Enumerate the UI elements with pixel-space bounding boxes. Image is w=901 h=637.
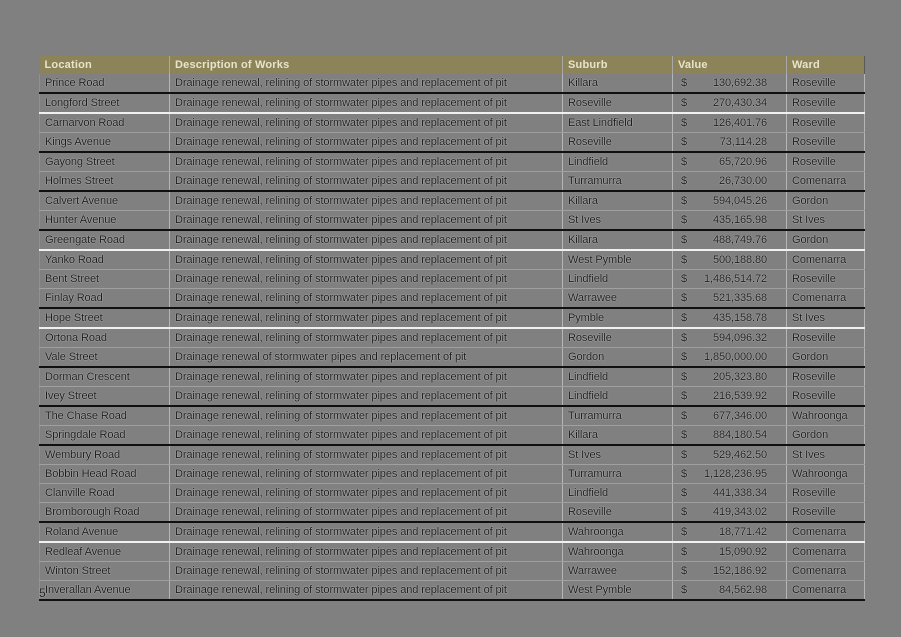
currency-symbol: $	[681, 292, 688, 304]
cell-ward: Comenarra	[787, 581, 865, 601]
cell-location: Holmes Street	[40, 172, 170, 192]
value-amount: 435,158.78	[712, 312, 767, 324]
cell-suburb: St Ives	[563, 445, 673, 465]
cell-description: Drainage renewal, relining of stormwater pipes and replacement of pit	[170, 581, 563, 601]
table-row	[40, 465, 865, 484]
cell-ward: Roseville	[787, 484, 865, 503]
cell-ward: Gordon	[787, 191, 865, 211]
currency-symbol: $	[681, 312, 688, 324]
cell-description: Drainage renewal, relining of stormwater pipes and replacement of pit	[170, 426, 563, 446]
cell-location: Hope Street	[40, 308, 170, 328]
cell-suburb: Lindfield	[563, 484, 673, 503]
table-row	[40, 74, 865, 93]
cell-ward: St Ives	[787, 211, 865, 231]
cell-description: Drainage renewal, relining of stormwater pipes and replacement of pit	[170, 133, 563, 153]
cell-description: Drainage renewal, relining of stormwater pipes and replacement of pit	[170, 503, 563, 523]
table-header	[40, 56, 865, 74]
currency-symbol: $	[681, 565, 688, 577]
cell-value	[673, 211, 787, 231]
cell-suburb: Lindfield	[563, 367, 673, 387]
cell-value	[673, 191, 787, 211]
cell-location: Kings Avenue	[40, 133, 170, 153]
value-amount: 216,539.92	[712, 390, 767, 402]
cell-location: Carnarvon Road	[40, 113, 170, 133]
cell-location: Dorman Crescent	[40, 367, 170, 387]
cell-description: Drainage renewal, relining of stormwater pipes and replacement of pit	[170, 445, 563, 465]
cell-location: Redleaf Avenue	[40, 542, 170, 562]
cell-description: Drainage renewal, relining of stormwater pipes and replacement of pit	[170, 113, 563, 133]
works-table-container	[39, 56, 864, 601]
cell-suburb: Roseville	[563, 93, 673, 113]
cell-suburb: East Lindfield	[563, 113, 673, 133]
currency-symbol: $	[681, 584, 688, 596]
cell-suburb: Pymble	[563, 308, 673, 328]
cell-value	[673, 133, 787, 153]
currency-symbol: $	[681, 214, 688, 226]
cell-suburb: Gordon	[563, 348, 673, 368]
table-body	[40, 74, 865, 600]
table-row	[40, 172, 865, 192]
value-amount: 15,090.92	[718, 546, 767, 558]
table-row	[40, 328, 865, 348]
value-amount: 594,045.26	[712, 195, 767, 207]
cell-value	[673, 581, 787, 601]
cell-ward: Roseville	[787, 503, 865, 523]
cell-ward: Roseville	[787, 152, 865, 172]
cell-value	[673, 465, 787, 484]
cell-ward: Gordon	[787, 426, 865, 446]
currency-symbol: $	[681, 468, 688, 480]
cell-suburb: Turramurra	[563, 406, 673, 426]
value-amount: 126,401.76	[712, 117, 767, 129]
cell-location: The Chase Road	[40, 406, 170, 426]
cell-location: Winton Street	[40, 562, 170, 581]
cell-value	[673, 289, 787, 309]
cell-location: Ortona Road	[40, 328, 170, 348]
cell-value	[673, 270, 787, 289]
currency-symbol: $	[681, 429, 688, 441]
value-amount: 594,096.32	[712, 332, 767, 344]
cell-location: Clanville Road	[40, 484, 170, 503]
value-amount: 521,335.68	[712, 292, 767, 304]
table-row	[40, 211, 865, 231]
table-row	[40, 542, 865, 562]
cell-location: Hunter Avenue	[40, 211, 170, 231]
currency-symbol: $	[681, 156, 688, 168]
value-amount: 529,462.50	[712, 449, 767, 461]
value-amount: 441,338.34	[712, 487, 767, 499]
cell-value	[673, 426, 787, 446]
currency-symbol: $	[681, 371, 688, 383]
cell-location: Roland Avenue	[40, 522, 170, 542]
cell-ward: St Ives	[787, 308, 865, 328]
table-row	[40, 522, 865, 542]
header-row	[40, 56, 865, 74]
cell-suburb: Roseville	[563, 503, 673, 523]
cell-value	[673, 348, 787, 368]
table-row	[40, 387, 865, 407]
cell-ward: Comenarra	[787, 250, 865, 270]
cell-description: Drainage renewal, relining of stormwater pipes and replacement of pit	[170, 406, 563, 426]
cell-suburb: Killara	[563, 74, 673, 93]
cell-description: Drainage renewal of stormwater pipes and replacement of pit	[170, 348, 563, 368]
cell-suburb: Killara	[563, 230, 673, 250]
cell-value	[673, 387, 787, 407]
header-description: Description of Works	[170, 56, 563, 74]
cell-description: Drainage renewal, relining of stormwater pipes and replacement of pit	[170, 308, 563, 328]
cell-description: Drainage renewal, relining of stormwater pipes and replacement of pit	[170, 465, 563, 484]
cell-value	[673, 172, 787, 192]
cell-value	[673, 542, 787, 562]
cell-suburb: Killara	[563, 426, 673, 446]
value-amount: 205,323.80	[712, 371, 767, 383]
table-row	[40, 270, 865, 289]
cell-description: Drainage renewal, relining of stormwater pipes and replacement of pit	[170, 152, 563, 172]
value-amount: 500,188.80	[712, 254, 767, 266]
cell-ward: Roseville	[787, 133, 865, 153]
cell-description: Drainage renewal, relining of stormwater pipes and replacement of pit	[170, 484, 563, 503]
cell-value	[673, 93, 787, 113]
cell-description: Drainage renewal, relining of stormwater pipes and replacement of pit	[170, 93, 563, 113]
currency-symbol: $	[681, 254, 688, 266]
currency-symbol: $	[681, 77, 688, 89]
cell-value	[673, 230, 787, 250]
cell-description: Drainage renewal, relining of stormwater pipes and replacement of pit	[170, 250, 563, 270]
cell-description: Drainage renewal, relining of stormwater pipes and replacement of pit	[170, 230, 563, 250]
cell-location: Bent Street	[40, 270, 170, 289]
cell-location: Bromborough Road	[40, 503, 170, 523]
cell-suburb: Warrawee	[563, 562, 673, 581]
value-amount: 884,180.54	[712, 429, 767, 441]
cell-value	[673, 484, 787, 503]
value-amount: 84,562.98	[718, 584, 767, 596]
cell-suburb: West Pymble	[563, 581, 673, 601]
cell-ward: Wahroonga	[787, 465, 865, 484]
cell-ward: St Ives	[787, 445, 865, 465]
table-row	[40, 113, 865, 133]
currency-symbol: $	[681, 97, 688, 109]
currency-symbol: $	[681, 195, 688, 207]
table-row	[40, 250, 865, 270]
cell-description: Drainage renewal, relining of stormwater pipes and replacement of pit	[170, 522, 563, 542]
table-row	[40, 367, 865, 387]
cell-description: Drainage renewal, relining of stormwater pipes and replacement of pit	[170, 191, 563, 211]
cell-description: Drainage renewal, relining of stormwater pipes and replacement of pit	[170, 542, 563, 562]
cell-location: Yanko Road	[40, 250, 170, 270]
cell-ward: Comenarra	[787, 562, 865, 581]
value-amount: 435,165.98	[712, 214, 767, 226]
cell-value	[673, 113, 787, 133]
table-row	[40, 93, 865, 113]
cell-location: Springdale Road	[40, 426, 170, 446]
cell-value	[673, 503, 787, 523]
value-amount: 130,692.38	[712, 77, 767, 89]
cell-location: Prince Road	[40, 74, 170, 93]
cell-description: Drainage renewal, relining of stormwater pipes and replacement of pit	[170, 562, 563, 581]
cell-location: Inverallan Avenue	[40, 581, 170, 601]
table-row	[40, 289, 865, 309]
currency-symbol: $	[681, 332, 688, 344]
cell-location: Greengate Road	[40, 230, 170, 250]
value-amount: 1,850,000.00	[703, 351, 767, 363]
table-row	[40, 348, 865, 368]
page-number: 5	[39, 586, 46, 600]
cell-suburb: Lindfield	[563, 387, 673, 407]
cell-value	[673, 406, 787, 426]
cell-value	[673, 74, 787, 93]
cell-description: Drainage renewal, relining of stormwater pipes and replacement of pit	[170, 328, 563, 348]
cell-suburb: Roseville	[563, 328, 673, 348]
cell-description: Drainage renewal, relining of stormwater pipes and replacement of pit	[170, 289, 563, 309]
cell-ward: Gordon	[787, 348, 865, 368]
table-row	[40, 562, 865, 581]
cell-ward: Roseville	[787, 113, 865, 133]
table-row	[40, 191, 865, 211]
cell-suburb: Killara	[563, 191, 673, 211]
table-row	[40, 133, 865, 153]
cell-value	[673, 328, 787, 348]
cell-suburb: Wahroonga	[563, 522, 673, 542]
cell-ward: Roseville	[787, 74, 865, 93]
currency-symbol: $	[681, 351, 688, 363]
cell-ward: Comenarra	[787, 542, 865, 562]
cell-value	[673, 152, 787, 172]
value-amount: 419,343.02	[712, 506, 767, 518]
value-amount: 270,430.34	[712, 97, 767, 109]
cell-location: Vale Street	[40, 348, 170, 368]
cell-ward: Wahroonga	[787, 406, 865, 426]
cell-location: Bobbin Head Road	[40, 465, 170, 484]
currency-symbol: $	[681, 234, 688, 246]
cell-value	[673, 250, 787, 270]
header-suburb: Suburb	[563, 56, 673, 74]
cell-description: Drainage renewal, relining of stormwater pipes and replacement of pit	[170, 270, 563, 289]
cell-value	[673, 522, 787, 542]
cell-description: Drainage renewal, relining of stormwater pipes and replacement of pit	[170, 387, 563, 407]
header-value: Value	[673, 56, 787, 74]
cell-suburb: Lindfield	[563, 152, 673, 172]
cell-suburb: Warrawee	[563, 289, 673, 309]
works-table	[39, 56, 865, 601]
cell-location: Ivey Street	[40, 387, 170, 407]
cell-suburb: Roseville	[563, 133, 673, 153]
currency-symbol: $	[681, 506, 688, 518]
cell-value	[673, 367, 787, 387]
value-amount: 677,346.00	[712, 410, 767, 422]
cell-description: Drainage renewal, relining of stormwater pipes and replacement of pit	[170, 74, 563, 93]
table-row	[40, 406, 865, 426]
currency-symbol: $	[681, 136, 688, 148]
cell-value	[673, 445, 787, 465]
cell-ward: Roseville	[787, 270, 865, 289]
cell-suburb: Lindfield	[563, 270, 673, 289]
currency-symbol: $	[681, 117, 688, 129]
cell-value	[673, 308, 787, 328]
currency-symbol: $	[681, 546, 688, 558]
value-amount: 1,486,514.72	[703, 273, 767, 285]
cell-ward: Roseville	[787, 93, 865, 113]
cell-suburb: Turramurra	[563, 172, 673, 192]
cell-ward: Roseville	[787, 367, 865, 387]
table-row	[40, 308, 865, 328]
cell-description: Drainage renewal, relining of stormwater pipes and replacement of pit	[170, 211, 563, 231]
cell-suburb: West Pymble	[563, 250, 673, 270]
header-ward: Ward	[787, 56, 865, 74]
table-row	[40, 230, 865, 250]
table-row	[40, 484, 865, 503]
cell-value	[673, 562, 787, 581]
currency-symbol: $	[681, 487, 688, 499]
table-row	[40, 152, 865, 172]
currency-symbol: $	[681, 175, 688, 187]
cell-ward: Roseville	[787, 387, 865, 407]
value-amount: 18,771.42	[718, 526, 767, 538]
table-row	[40, 581, 865, 601]
cell-ward: Gordon	[787, 230, 865, 250]
cell-location: Wembury Road	[40, 445, 170, 465]
value-amount: 488,749.76	[712, 234, 767, 246]
value-amount: 26,730.00	[718, 175, 767, 187]
cell-location: Calvert Avenue	[40, 191, 170, 211]
table-row	[40, 503, 865, 523]
cell-description: Drainage renewal, relining of stormwater pipes and replacement of pit	[170, 172, 563, 192]
cell-location: Longford Street	[40, 93, 170, 113]
currency-symbol: $	[681, 390, 688, 402]
cell-location: Finlay Road	[40, 289, 170, 309]
table-row	[40, 445, 865, 465]
cell-ward: Comenarra	[787, 289, 865, 309]
value-amount: 1,128,236.95	[703, 468, 767, 480]
cell-ward: Comenarra	[787, 522, 865, 542]
value-amount: 65,720.96	[718, 156, 767, 168]
currency-symbol: $	[681, 449, 688, 461]
table-row	[40, 426, 865, 446]
value-amount: 152,186.92	[712, 565, 767, 577]
currency-symbol: $	[681, 526, 688, 538]
cell-suburb: Turramurra	[563, 465, 673, 484]
currency-symbol: $	[681, 410, 688, 422]
currency-symbol: $	[681, 273, 688, 285]
cell-description: Drainage renewal, relining of stormwater pipes and replacement of pit	[170, 367, 563, 387]
header-location: Location	[40, 56, 170, 74]
value-amount: 73,114.28	[719, 136, 767, 148]
cell-location: Gayong Street	[40, 152, 170, 172]
cell-suburb: St Ives	[563, 211, 673, 231]
cell-suburb: Wahroonga	[563, 542, 673, 562]
cell-ward: Roseville	[787, 328, 865, 348]
cell-ward: Comenarra	[787, 172, 865, 192]
